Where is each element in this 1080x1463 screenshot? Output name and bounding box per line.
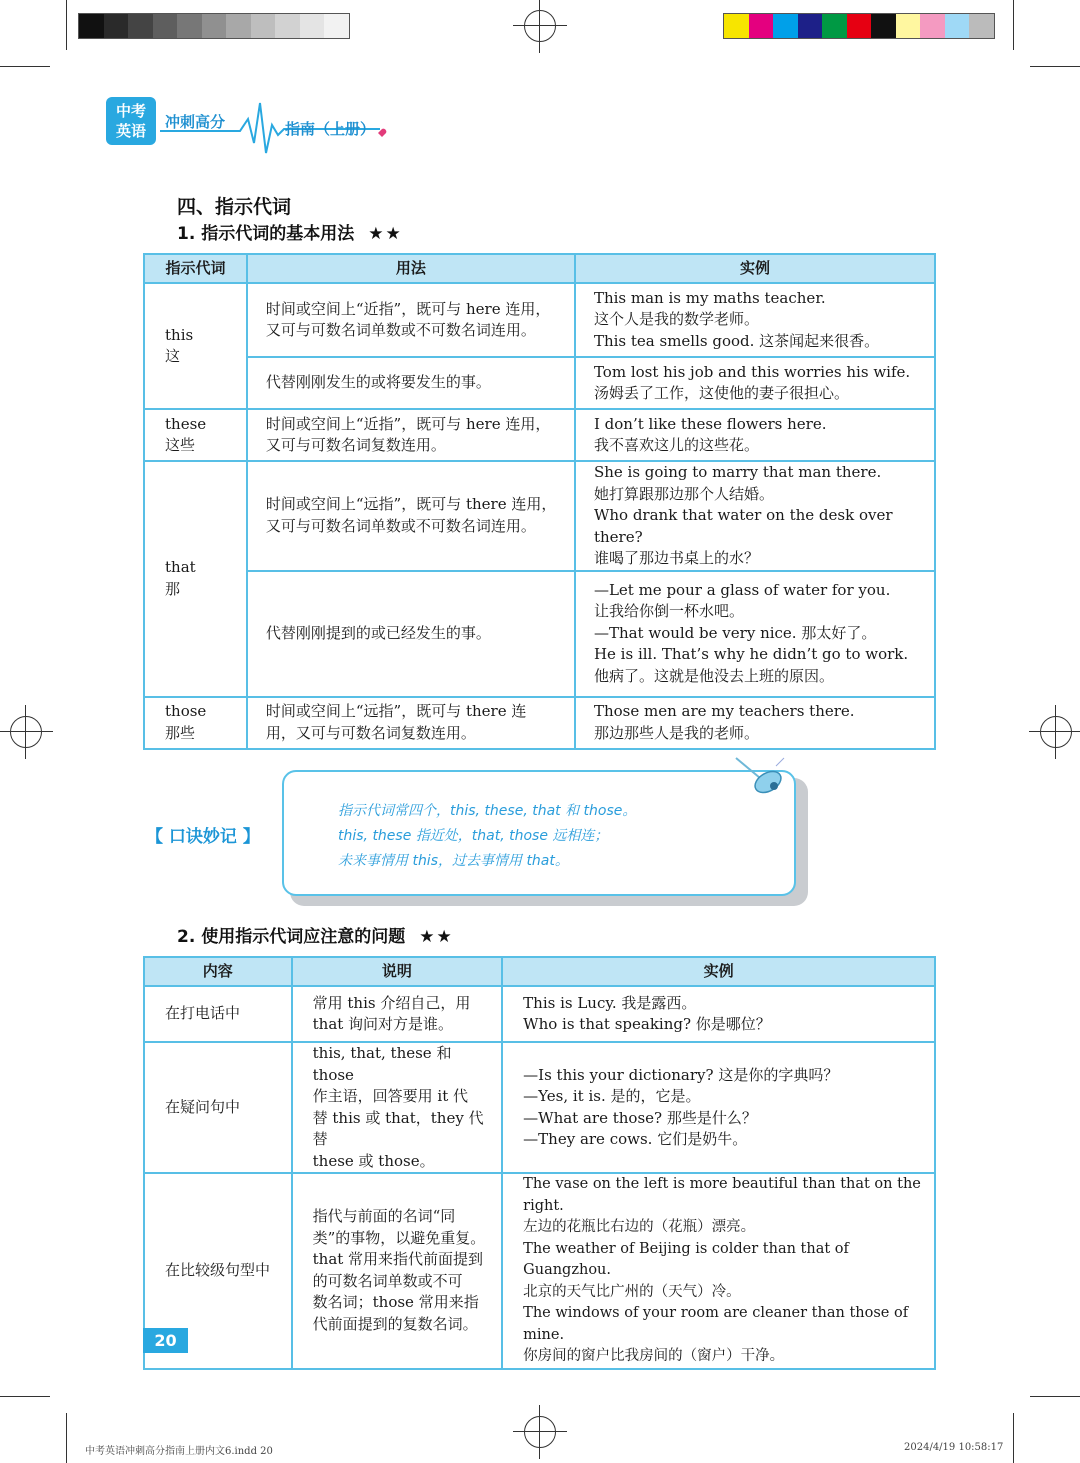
table1-example: I don’t like these flowers here. 我不喜欢这儿的这些花。: [575, 409, 935, 461]
table2-example: This is Lucy. 我是露西。 Who is that speaking? 你是哪位？: [502, 986, 935, 1042]
registration-mark: [524, 1416, 556, 1448]
crop-mark: [1030, 66, 1080, 67]
mnemonic-label: 【 口诀妙记 】: [146, 827, 260, 847]
series-logo: [106, 97, 156, 145]
table2-note: this, that, these 和 those 作主语，回答要用 it 代 替 this 或 that，they 代替 these 或 those。: [292, 1042, 503, 1173]
slug-timestamp: 2024/4/19 10:58:17: [904, 1442, 1004, 1453]
crop-mark: [66, 1413, 67, 1463]
crop-mark: [1013, 1413, 1014, 1463]
subsection-title-1: [177, 219, 403, 244]
mnemonic-box: [282, 770, 796, 896]
registration-mark: [1040, 716, 1072, 748]
table1-usage: 代替刚刚发生的或将要发生的事。: [247, 357, 575, 409]
subsection-title-2: [177, 922, 454, 947]
table1-header-usage: 用法: [247, 254, 575, 283]
table1-header-pronoun: 指示代词: [144, 254, 247, 283]
color-bar: [723, 13, 995, 39]
subsection-1-text: 1. 指示代词的基本用法: [177, 224, 355, 244]
table1-pronoun-these: these 这些: [144, 409, 247, 461]
subsection-2-text: 2. 使用指示代词应注意的问题: [177, 927, 406, 947]
table1-pronoun-this: this 这: [144, 283, 247, 409]
mnemonic-line: 指示代词常四个，this, these, that 和 those。: [338, 803, 637, 819]
table1-pronoun-those: those 那些: [144, 697, 247, 749]
slug-file-info: 中考英语冲刺高分指南上册内文6.indd 20: [85, 1446, 273, 1457]
table2-header-note: 说明: [292, 957, 503, 986]
table2-note: 指代与前面的名词“同 类”的事物，以避免重复。 that 常用来指代前面提到 的可数名词单数或不可 数名词；those 常用来指 代前面提到的复数名词。: [292, 1173, 503, 1369]
table2-example: The vase on the left is more beautiful than that on the right. 左边的花瓶比右边的（花瓶）漂亮。 The weather of Beijing is colder than that of Guangzhou. 北京的天气比广州的（天气）冷。 The windows of your room are cleaner than those of mine. 你房间的窗户比我房间的（窗户）干净。: [502, 1173, 935, 1369]
table2-content: 在疑问句中: [144, 1042, 292, 1173]
table2-note: 常用 this 介绍自己，用 that 询问对方是谁。: [292, 986, 503, 1042]
page-number: 20: [143, 1328, 188, 1353]
table1-usage: 时间或空间上“远指”，既可与 there 连用， 又可与可数名词单数或不可数名词连用。: [247, 461, 575, 571]
section-title: 四、指示代词: [177, 196, 292, 218]
crop-mark: [1030, 1396, 1080, 1397]
table1-example: —Let me pour a glass of water for you. 让我给你倒一杯水吧。 —That would be very nice. 那太好了。 He is ill. That’s why he didn’t go to work. 他病了。这就是他没去上班的原因。: [575, 571, 935, 697]
table2-content: 在打电话中: [144, 986, 292, 1042]
table1-usage: 代替刚刚提到的或已经发生的事。: [247, 571, 575, 697]
registration-mark: [10, 716, 42, 748]
difficulty-stars: ★★: [419, 927, 454, 947]
crop-mark: [0, 66, 50, 67]
logo-top-text: 中考: [115, 102, 146, 120]
table1-usage: 时间或空间上“近指”，既可与 here 连用， 又可与可数名词单数或不可数名词连用。: [247, 283, 575, 357]
difficulty-stars: ★★: [368, 224, 403, 244]
demonstrative-usage-table: [143, 253, 936, 750]
grayscale-bar: [78, 13, 350, 39]
table1-usage: 时间或空间上“近指”，既可与 here 连用， 又可与可数名词复数连用。: [247, 409, 575, 461]
series-title-left: 冲刺高分: [165, 113, 226, 131]
usage-notes-table: [143, 956, 936, 1370]
pushpin-icon: [730, 752, 790, 804]
table2-example: —Is this your dictionary? 这是你的字典吗？ —Yes, it is. 是的，它是。 —What are those? 那些是什么？ —They are cows. 它们是奶牛。: [502, 1042, 935, 1173]
table2-header-example: 实例: [502, 957, 935, 986]
table1-header-example: 实例: [575, 254, 935, 283]
table1-example: Those men are my teachers there. 那边那些人是我的老师。: [575, 697, 935, 749]
series-title-right: 指南（上册）: [285, 120, 376, 138]
table1-example: She is going to marry that man there. 她打算跟那边那个人结婚。 Who drank that water on the desk over there? 谁喝了那边书桌上的水？: [575, 461, 935, 571]
table2-content: 在比较级句型中: [144, 1173, 292, 1369]
crop-mark: [66, 0, 67, 50]
table1-example: This man is my maths teacher. 这个人是我的数学老师。 This tea smells good. 这茶闻起来很香。: [575, 283, 935, 357]
table1-pronoun-that: that 那: [144, 461, 247, 697]
table1-example: Tom lost his job and this worries his wife. 汤姆丢了工作，这使他的妻子很担心。: [575, 357, 935, 409]
table1-usage: 时间或空间上“远指”，既可与 there 连 用，又可与可数名词复数连用。: [247, 697, 575, 749]
crop-mark: [0, 1396, 50, 1397]
crop-mark: [1013, 0, 1014, 50]
logo-bottom-text: 英语: [115, 122, 146, 140]
registration-mark: [524, 10, 556, 42]
mnemonic-line: 未来事情用 this，过去事情用 that。: [338, 853, 569, 869]
table2-header-content: 内容: [144, 957, 292, 986]
mnemonic-line: this, these 指近处，that, those 远相连；: [338, 828, 609, 844]
